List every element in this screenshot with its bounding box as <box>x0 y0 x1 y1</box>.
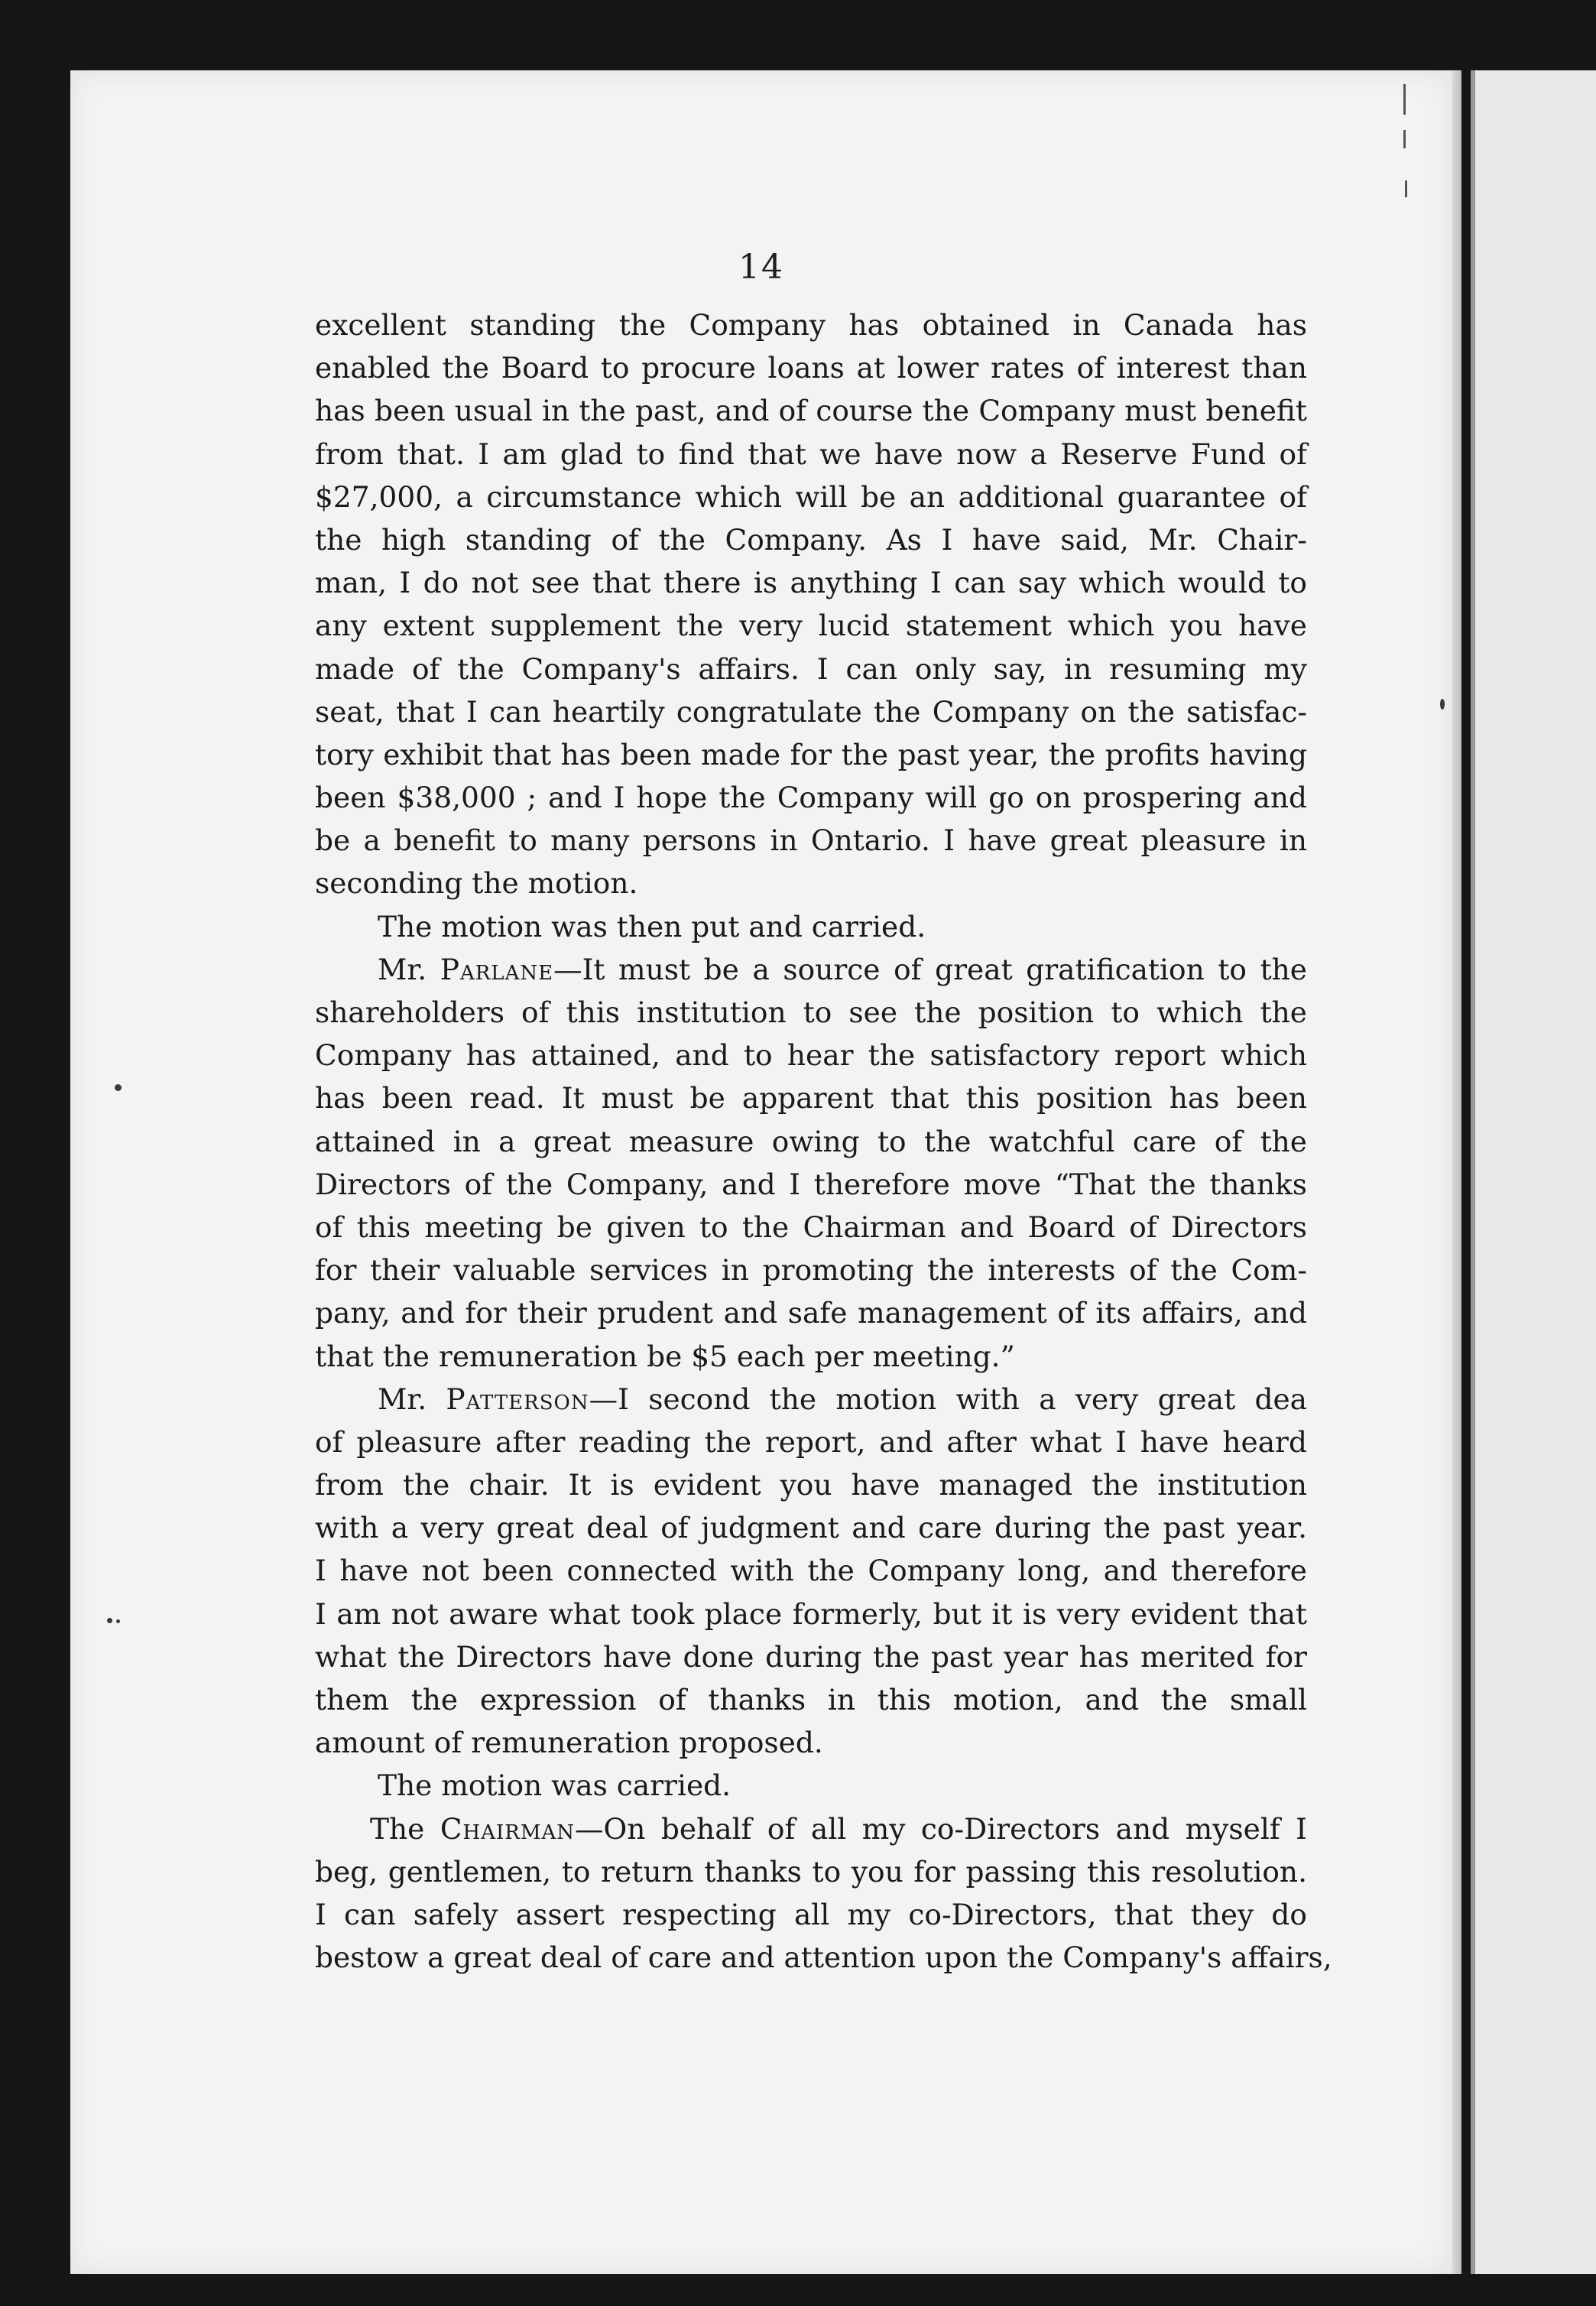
text-line: attained in a great measure owing to the watchful care of the <box>315 1124 1307 1158</box>
text-line: been $38,000 ; and I hope the Company will go on prospering and <box>315 781 1307 815</box>
speaker-line-parlane <box>315 948 1307 991</box>
text-line: man, I do not see that there is anything I can say which would to <box>315 566 1307 600</box>
text-line: has been usual in the past, and of course the Company must benefit <box>315 394 1307 428</box>
text-line: I can safely assert respecting all my co-Directors, that they do <box>315 1897 1307 1931</box>
text-line: Company has attained, and to hear the satisfactory report which <box>315 1038 1307 1073</box>
text-line: Directors of the Company, and I therefore move “That the thanks <box>315 1167 1307 1201</box>
text-line: shareholders of this institution to see the position to which the <box>315 995 1307 1029</box>
speaker-name: Parlane <box>440 952 554 986</box>
text-line: of pleasure after reading the report, and after what I have heard <box>315 1424 1307 1459</box>
document-page <box>70 70 1452 2274</box>
text-line: I am not aware what took place formerly, but it is very evident that <box>315 1596 1307 1631</box>
text-line: made of the Company's affairs. I can only say, in resuming my <box>315 651 1307 686</box>
scan-speck <box>115 1084 122 1091</box>
text-line: from the chair. It is evident you have managed the institution <box>315 1468 1307 1502</box>
text-line: that the remuneration be $5 each per meeting.” <box>315 1339 1015 1373</box>
speaker-text: —It must be a source of great gratification to the <box>553 952 1308 986</box>
text-line: enabled the Board to procure loans at lower rates of interest than <box>315 351 1307 385</box>
speaker-text: —I second the motion with a very great dea <box>589 1382 1308 1416</box>
speaker-name: Chairman <box>440 1811 575 1846</box>
text-line: the high standing of the Company. As I have said, Mr. Chair- <box>315 522 1307 557</box>
scan-mark <box>1405 180 1407 197</box>
text-line: them the expression of thanks in this motion, and the small <box>315 1683 1307 1717</box>
text-line: bestow a great deal of care and attention upon the Company's affairs, <box>315 1941 1332 1975</box>
scan-speck <box>116 1619 120 1623</box>
text-line: $27,000, a circumstance which will be an additional guarantee of <box>315 479 1307 514</box>
scan-speck <box>107 1618 112 1623</box>
page-number: 14 <box>738 248 784 287</box>
speaker-name: Patterson <box>446 1382 589 1416</box>
speaker-prefix: The <box>370 1811 440 1846</box>
scan-mark <box>1403 84 1406 115</box>
speaker-prefix: Mr. <box>378 1382 446 1416</box>
text-line: of this meeting be given to the Chairman and Board of Directors <box>315 1210 1307 1244</box>
text-line: The motion was carried. <box>378 1768 732 1803</box>
speaker-text: —On behalf of all my co-Directors and myself I <box>574 1811 1307 1846</box>
text-line: The motion was then put and carried. <box>378 909 926 944</box>
speaker-line-patterson <box>315 1378 1307 1421</box>
speaker-prefix: Mr. <box>378 952 440 986</box>
text-line: beg, gentlemen, to return thanks to you for passing this resolution. <box>315 1854 1307 1889</box>
text-line: amount of remuneration proposed. <box>315 1726 823 1760</box>
text-line: excellent standing the Company has obtained in Canada has <box>315 308 1307 342</box>
speaker-line-chairman <box>315 1807 1307 1850</box>
text-line: be a benefit to many persons in Ontario. I have great pleasure in <box>315 823 1307 858</box>
page-gutter <box>1452 70 1461 2274</box>
scan-speck <box>1440 699 1445 710</box>
text-line: I have not been connected with the Company long, and therefore <box>315 1554 1307 1588</box>
text-line: seat, that I can heartily congratulate the Company on the satisfac- <box>315 694 1307 729</box>
text-line: with a very great deal of judgment and care during the past year. <box>315 1511 1307 1545</box>
text-line: for their valuable services in promoting the interests of the Com- <box>315 1253 1307 1288</box>
text-line: seconding the motion. <box>315 866 638 901</box>
text-line: any extent supplement the very lucid statement which you have <box>315 609 1307 643</box>
facing-page-shadow <box>1471 70 1475 2274</box>
text-line: from that. I am glad to find that we have now a Reserve Fund of <box>315 437 1307 471</box>
facing-page-edge <box>1471 70 1596 2274</box>
text-line: tory exhibit that has been made for the past year, the profits having <box>315 737 1307 771</box>
text-line: what the Directors have done during the past year has merited for <box>315 1639 1307 1674</box>
text-line: has been read. It must be apparent that this position has been <box>315 1081 1307 1116</box>
text-line: pany, and for their prudent and safe management of its affairs, and <box>315 1296 1307 1330</box>
scan-mark <box>1403 130 1406 148</box>
body-text <box>315 304 1332 1979</box>
